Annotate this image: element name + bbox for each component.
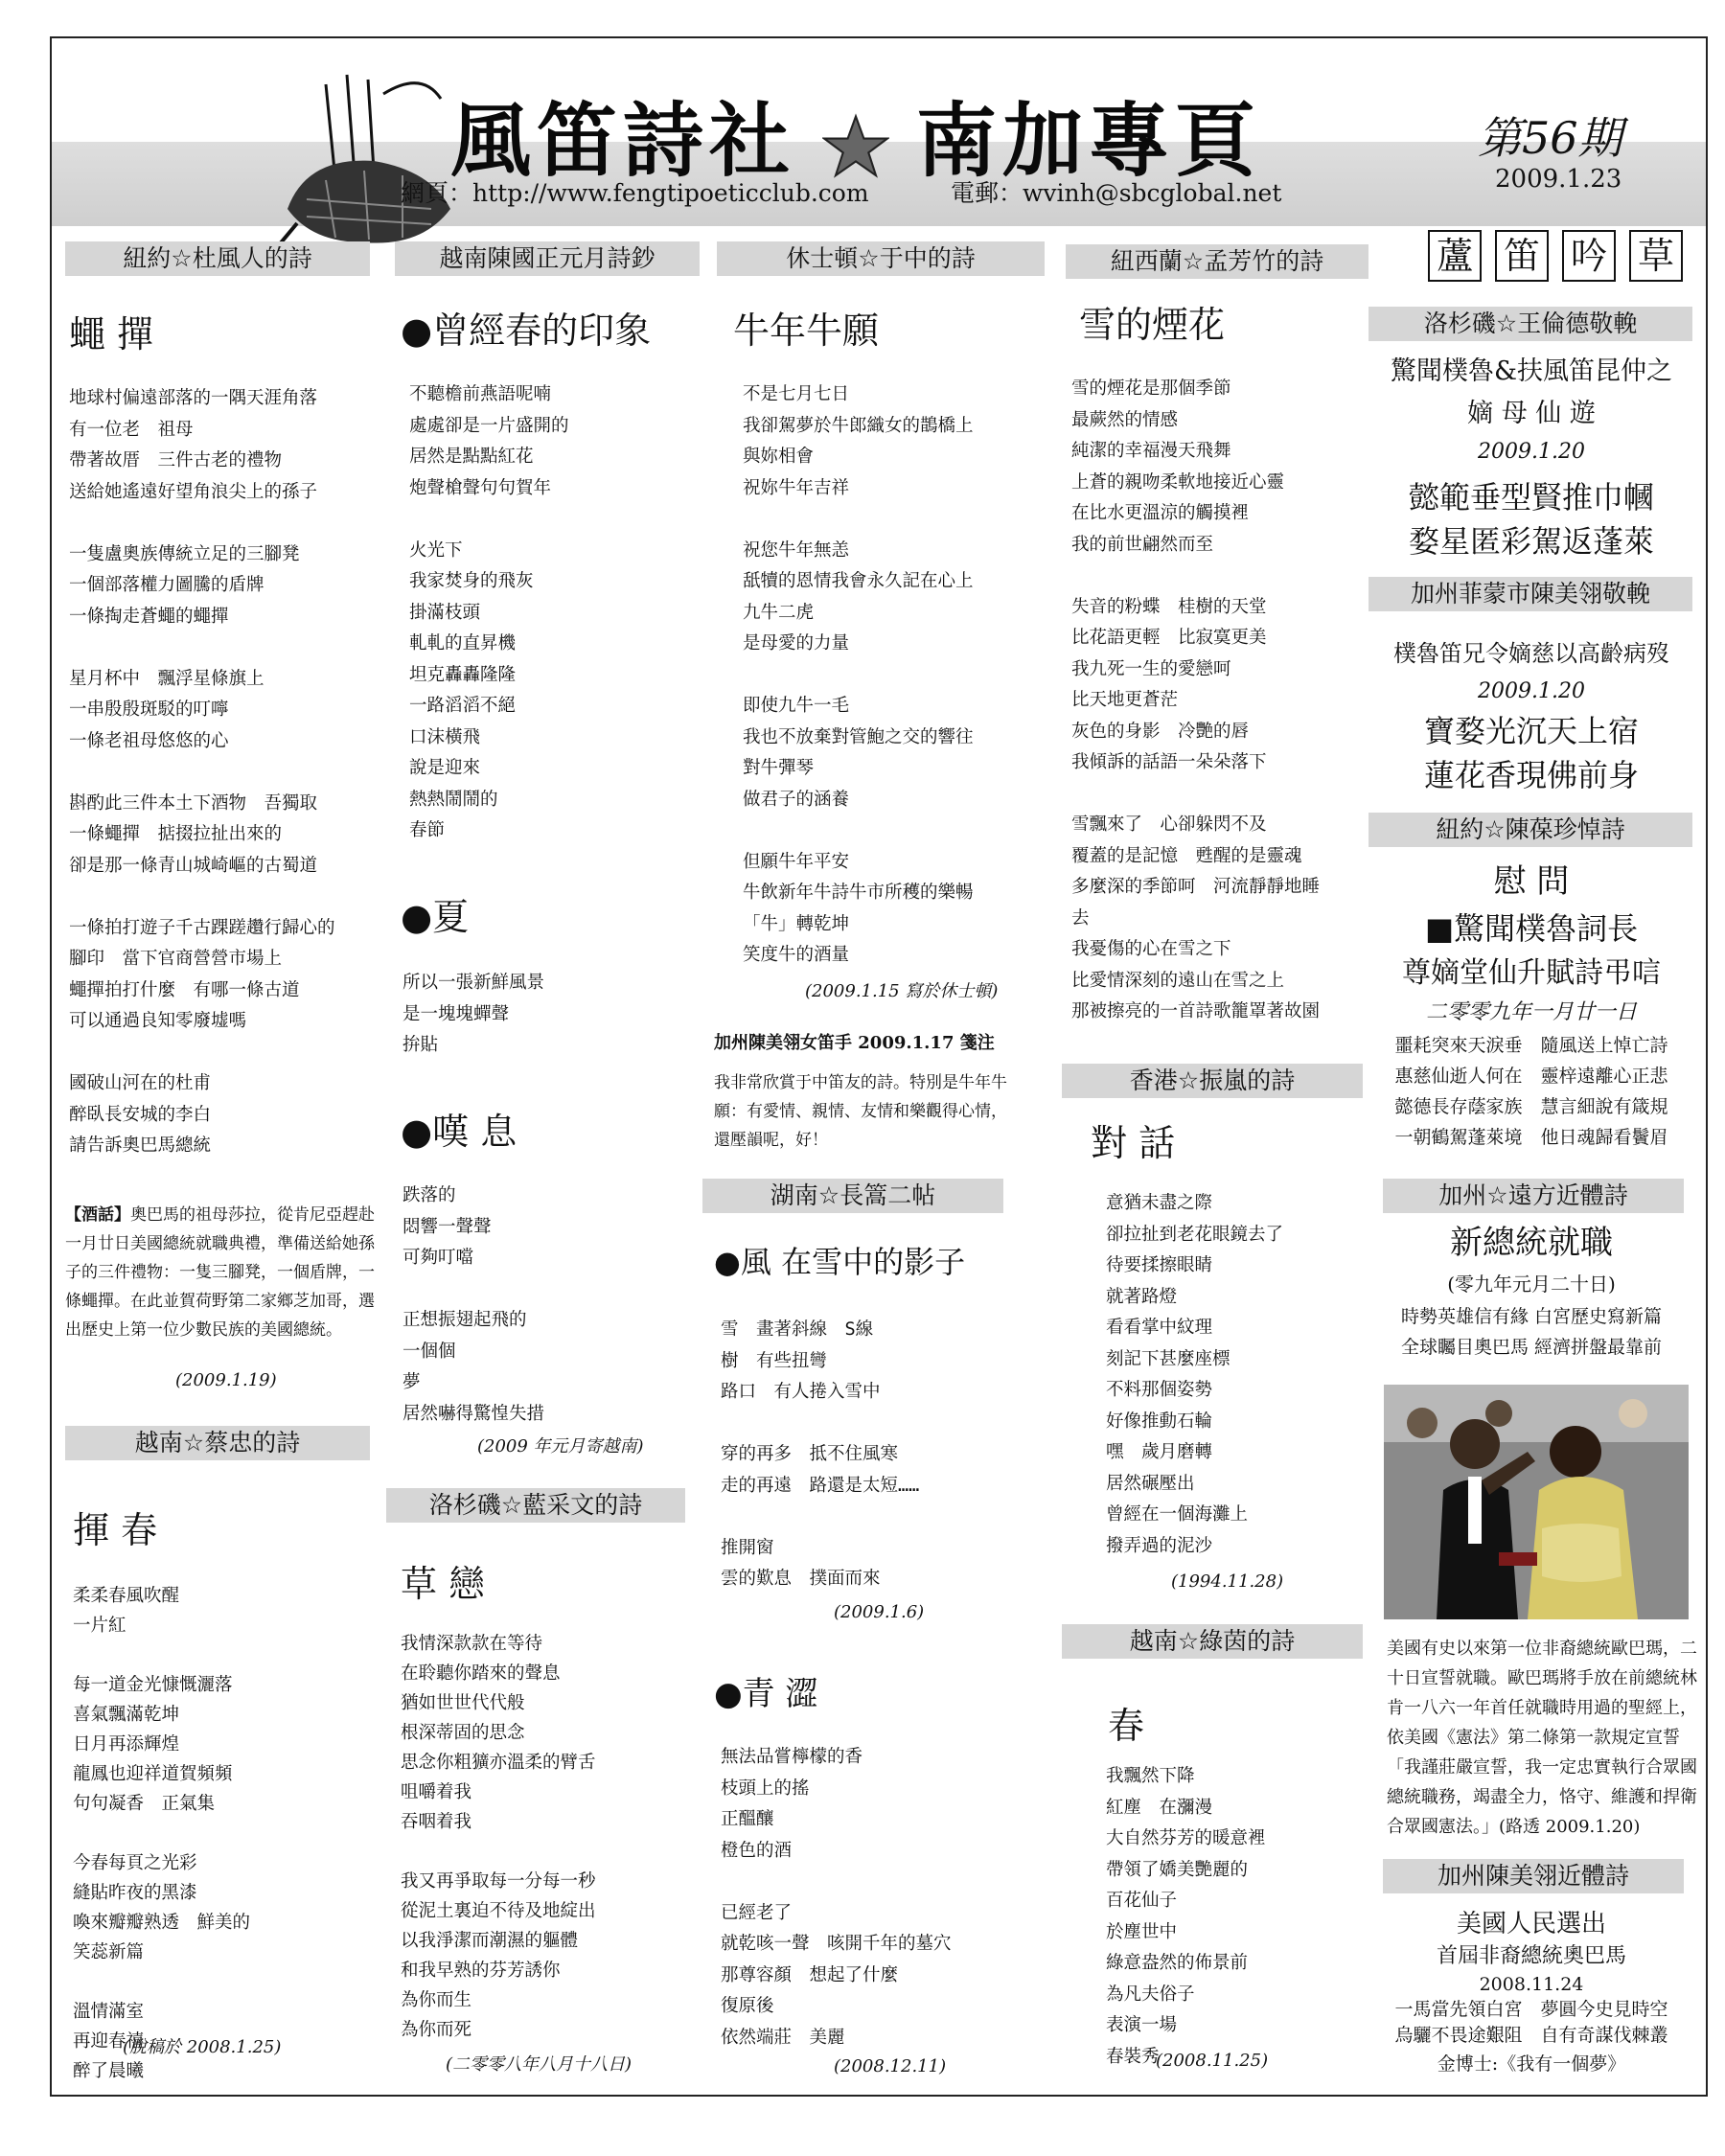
section-header-cai-zhong: 越南☆蔡忠的詩	[65, 1426, 370, 1460]
section-header-yu-zhong: 休士頓☆于中的詩	[717, 241, 1045, 276]
poem-title-hui-chun: 揮 春	[73, 1509, 158, 1551]
poem-signature-ox-year: (2009.1.15 寫於休士頓)	[805, 981, 999, 1001]
issue-number: 第56期	[1478, 112, 1622, 164]
reed-char-2: 笛	[1495, 230, 1549, 282]
inauguration-title: 新總統就職	[1450, 1224, 1613, 1262]
poem-body-summer: 所以一張新鮮風景 是一塊塊蟬聲 拚貼	[402, 973, 545, 1055]
poem-body-spring: 我飄然下降 紅塵 在瀰漫 大自然芬芳的暖意裡 帶領了嬌美艷麗的 百花仙子 於塵世中 綠意盎然的佈景前 為凡夫俗子 表演一場 春裝秀	[1106, 1766, 1266, 2067]
title-left: 風笛詩社	[450, 94, 796, 188]
note-label: 【酒話】	[65, 1205, 130, 1225]
obama-poem-verse: 一馬當先領白宮 夢圓今史見時空	[1394, 1999, 1668, 2020]
note-date: (2009.1.19)	[175, 1370, 277, 1390]
star-icon	[822, 113, 889, 180]
condolence-title: 慰 問	[1493, 862, 1570, 901]
poem-body-grass-love: 我情深款款在等待 在聆聽你踏來的聲息 猶如世世代代般 根深蒂固的思念 思念你粗獷亦溫柔的臂舌 咀嚼着我 吞咽着我 我又再爭取每一分每一秒 從泥土裏迫不待及地綻出 以我淨潔而潮濕的軀體 和我早熟的芬芳誘你 為你而生 為你而死	[401, 1634, 596, 2040]
section-header-lan-caiwen: 洛杉磯☆藍采文的詩	[386, 1488, 685, 1523]
poem-title-fly-whisk: 蠅 撣	[69, 313, 154, 356]
poem-signature-sigh: (2009 年元月寄越南)	[477, 1436, 644, 1456]
condolence-verse: 噩耗突來天淚垂 隨風送上悼亡詩	[1394, 1035, 1668, 1056]
poem-title-green-sour: ●青 澀	[714, 1675, 818, 1713]
inauguration-verse: 全球矚目奧巴馬 經濟拼盤最靠前	[1400, 1337, 1663, 1358]
couplet-line: 婺星匿彩駕返蓬萊	[1408, 523, 1654, 560]
poem-signature-wind-shadow: (2009.1.6)	[834, 1602, 925, 1622]
photo-caption: 美國有史以來第一位非裔總統歐巴瑪，二十日宣誓就職。歐巴瑪將手放在前總統林肯一八六一年首任就職時用過的聖經上，依美國《憲法》第二條第一款規定宣誓「我謹莊嚴宣誓，我一定忠實執行合眾國總統職務，竭盡全力，恪守、維護和捍衛合眾國憲法。」(路透 2009.1.20)	[1387, 1639, 1697, 1837]
poem-body-hui-chun: 柔柔春風吹醒 一片紅 每一道金光慷慨灑落 喜氣飄滿乾坤 日月再添輝煌 龍鳳也迎祥道賀頻頻 句句凝香 正氣集 今春每頁之光彩 縫貼昨夜的黑漆 喚來瓣瓣熟透 鮮美的 笑蕊新篇 溫情滿室 再迎春禧 醉了晨曦	[73, 1586, 251, 2081]
obama-poem-title: 美國人民選出	[1456, 1910, 1606, 1938]
section-header-lu-yin: 越南☆綠茵的詩	[1062, 1624, 1363, 1659]
poem-body-ox-year: 不是七月七日 我卻駕夢於牛郎織女的鵲橋上 與妳相會 祝妳牛年吉祥 祝您牛年無恙 舐犢的恩情我會永久記在心上 九牛二虎 是母愛的力量 即使九牛一毛 我也不放棄對管鮑之交的響往 對牛彈琴 做君子的涵養 但願牛年平安 牛飲新年牛詩牛市所穫的樂暢 「牛」轉乾坤 笑度牛的酒量	[743, 384, 974, 965]
obama-poem-subtitle: 首屆非裔總統奧巴馬	[1436, 1944, 1626, 1968]
poem-title-spring: 春	[1108, 1705, 1145, 1747]
poem-body-spring-impression: 不聽檐前燕語呢喃 處處卻是一片盛開的 居然是點點紅花 炮聲槍聲句句賀年 火光下 我家焚身的飛灰 掛滿枝頭 軋軋的直昇機 坦克轟轟隆隆 一路滔滔不絕 口沫橫飛 說是迎來 熱熱鬧鬧的 春節	[409, 384, 569, 840]
poem-body-sigh: 跌落的 悶響一聲聲 可夠叮噹 正想振翅起飛的 一個個 夢 居然嚇得驚惶失措	[402, 1185, 545, 1424]
issue-date: 2009.1.23	[1495, 165, 1622, 194]
poem-title-spring-impression: ●曾經春的印象	[401, 310, 652, 352]
poem-signature-hui-chun: (脫稿於 2008.1.25)	[123, 2037, 282, 2057]
couplet-line: 蓮花香現佛前身	[1423, 757, 1639, 793]
annotation-heading: 加州陳美翎女笛手 2009.1.17 箋注	[714, 1033, 995, 1053]
condolence-line: ■驚聞樸魯詞長	[1424, 910, 1639, 947]
poem-body-dialogue: 意猶未盡之際 卻拉扯到老花眼鏡去了 待要揉擦眼睛 就著路燈 看看掌中紋理 刻記下甚麼座標 不料那個姿勢 好像推動石輪 嘿 歲月磨轉 居然碾壓出 曾經在一個海灘上 撥弄過的泥沙	[1106, 1193, 1284, 1556]
poem-body-fly-whisk: 地球村偏遠部落的一隅天涯角落 有一位老 祖母 帶著故厝 三件古老的禮物 送給她遙遠好望角浪尖上的孫子 一隻盧奧族傳統立足的三腳凳 一個部落權力圖騰的盾牌 一條掏走蒼蠅的蠅撣 星月杯中 飄浮星條旗上 一串殷殷斑駁的叮嚀 一條老祖母悠悠的心 斟酌此三件本土下酒物 吾獨取 一條蠅撣 掂掇拉扯出來的 卻是那一條青山城崎嶇的古蜀道 一條拍打遊子千古踝蹉趲行歸心的 腳印 當下官商營營市場上 蠅撣拍打什麼 有哪一條古道 可以通過良知零廢墟嗎 國破山河在的杜甫 醉臥長安城的李白 請告訴奧巴馬總統	[69, 388, 335, 1156]
section-header-du-fengren: 紐約☆杜風人的詩	[65, 241, 370, 276]
elegy-line: 嫡 母 仙 遊	[1467, 399, 1596, 428]
poem-title-wind-shadow: ●風 在雪中的影子	[714, 1244, 966, 1280]
inauguration-photo	[1384, 1385, 1689, 1619]
inauguration-verse: 時勢英雄信有緣 白宮歷史寫新篇	[1400, 1306, 1663, 1327]
email-address[interactable]: 電郵：wvinh@sbcglobal.net	[951, 179, 1282, 207]
section-header-chen-meiling-elegy: 加州菲蒙市陳美翎敬輓	[1368, 577, 1692, 611]
poem-signature-spring: (2008.11.25)	[1156, 2051, 1269, 2071]
obama-poem-verse: 烏驪不畏途艱阻 自有奇謀伐棘叢	[1394, 2025, 1668, 2046]
inauguration-date: (零九年元月二十日)	[1447, 1273, 1616, 1296]
note-text: 奧巴馬的祖母莎拉，從肯尼亞趕赴一月廿日美國總統就職典禮，準備送給她孫子的三件禮物：一隻三腳凳，一個盾牌，一條蠅撣。在此並賀荷野第二家鄉芝加哥，選出歷史上第一位少數民族的美國總統。	[65, 1205, 375, 1340]
reed-heading	[1428, 230, 1696, 282]
section-header-zhen-lan: 香港☆振嵐的詩	[1062, 1064, 1363, 1098]
annotation-text: 我非常欣賞于中笛友的詩。特別是牛年牛願：有愛情、親情、友情和樂觀得心情，還壓韻呢，好！	[714, 1073, 1007, 1150]
poem-signature-green-sour: (2008.12.11)	[834, 2056, 947, 2076]
section-header-yuan-fang: 加州☆遠方近體詩	[1383, 1179, 1684, 1213]
poem-note	[65, 1201, 377, 1344]
elegy-date: 2009.1.20	[1478, 440, 1585, 464]
elegy-chen-meiling	[1368, 632, 1694, 797]
poem-title-ox-year: 牛年牛願	[733, 310, 880, 352]
poem-title-sigh: ●嘆 息	[401, 1111, 518, 1153]
condolence-verse: 懿德長存蔭家族 慧言細說有箴規	[1394, 1096, 1668, 1117]
poem-title-dialogue: 對 話	[1091, 1122, 1176, 1164]
condolence-line: 尊嫡堂仙升賦詩弔唁	[1402, 956, 1661, 990]
obama-poem	[1368, 1907, 1694, 2079]
website-url[interactable]: 網頁：http://www.fengtipoeticclub.com	[401, 179, 869, 207]
section-header-meng-fangzhu: 紐西蘭☆孟芳竹的詩	[1066, 244, 1368, 279]
poem-body-wind-shadow: 雪 畫著斜線 S線 樹 有些扭彎 路口 有人捲入雪中 穿的再多 抵不住風寒 走的再遠 路還是太短…… 推開窗 雲的歎息 撲面而來	[721, 1319, 920, 1589]
poem-title-grass-love: 草 戀	[401, 1563, 486, 1605]
poem-signature-grass-love: (二零零八年八月十八日)	[446, 2054, 632, 2075]
elegy-line: 驚聞樸魯&扶風笛昆仲之	[1390, 356, 1673, 386]
reed-char-1: 蘆	[1428, 230, 1482, 282]
section-header-chen-baozhen: 紐約☆陳葆珍悼詩	[1368, 813, 1692, 847]
couplet-line: 懿範垂型賢推巾幗	[1408, 479, 1654, 516]
couplet-line: 寶婺光沉天上宿	[1423, 713, 1639, 749]
section-header-chang-gao: 湖南☆長篙二帖	[702, 1179, 1003, 1213]
poem-body-snow-firework: 雪的煙花是那個季節 最蕨然的情感 純潔的幸福漫天飛舞 上蒼的親吻柔軟地接近心靈 在比水更溫涼的觸摸裡 我的前世翩然而至 失音的粉蝶 桂樹的天堂 比花語更輕 比寂寞更美 我九死一生的愛戀呵 比天地更蒼茫 灰色的身影 冷艷的唇 我傾訴的話語一朵朵落下 雪飄來了 心卻躲閃不及 覆蓋的是記憶 甦醒的是靈魂 多麼深的季節呵 河流靜靜地睡 去 我憂傷的心在雪之下 比愛情深刻的遠山在雪之上 那被擦亮的一首詩歌籠罩著故園	[1071, 378, 1321, 1021]
condolence-verse: 一朝鶴駕蓬萊境 他日魂歸看鬢眉	[1394, 1127, 1668, 1148]
bagpipe-icon	[268, 65, 470, 257]
elegy-date: 2009.1.20	[1478, 679, 1585, 703]
inauguration-poem	[1368, 1219, 1694, 1363]
condolence-poem	[1368, 858, 1694, 1153]
section-header-wang-lunde: 洛杉磯☆王倫德敬輓	[1368, 307, 1692, 341]
poem-title-summer: ●夏	[401, 896, 470, 938]
obama-poem-date: 2008.11.24	[1479, 1974, 1584, 1995]
title-right: 南加專頁	[916, 94, 1262, 188]
reed-char-3: 吟	[1562, 230, 1616, 282]
section-header-chen-meiling-poem: 加州陳美翎近體詩	[1383, 1859, 1684, 1893]
elegy-wang-lunde	[1368, 351, 1694, 563]
condolence-verse: 惠慈仙逝人何在 靈梓遠離心正悲	[1394, 1066, 1668, 1087]
poem-signature-dialogue: (1994.11.28)	[1171, 1571, 1284, 1592]
section-header-chen-guozheng: 越南陳國正元月詩鈔	[395, 241, 700, 276]
condolence-date: 二零零九年一月廿一日	[1425, 1000, 1637, 1024]
elegy-line: 樸魯笛兄令嫡慈以高齡病歿	[1393, 640, 1669, 667]
poem-body-green-sour: 無法品嘗檸檬的香 枝頭上的搖 正醞釀 橙色的酒 已經老了 就乾咳一聲 咳開千年的墓穴 那尊容顏 想起了什麼 復原後 依然端莊 美麗	[721, 1747, 952, 2048]
reed-char-4: 草	[1629, 230, 1683, 282]
poem-title-snow-firework: 雪的煙花	[1079, 304, 1226, 346]
obama-poem-credit: 金博士:《我有一個夢》	[1437, 2053, 1626, 2075]
